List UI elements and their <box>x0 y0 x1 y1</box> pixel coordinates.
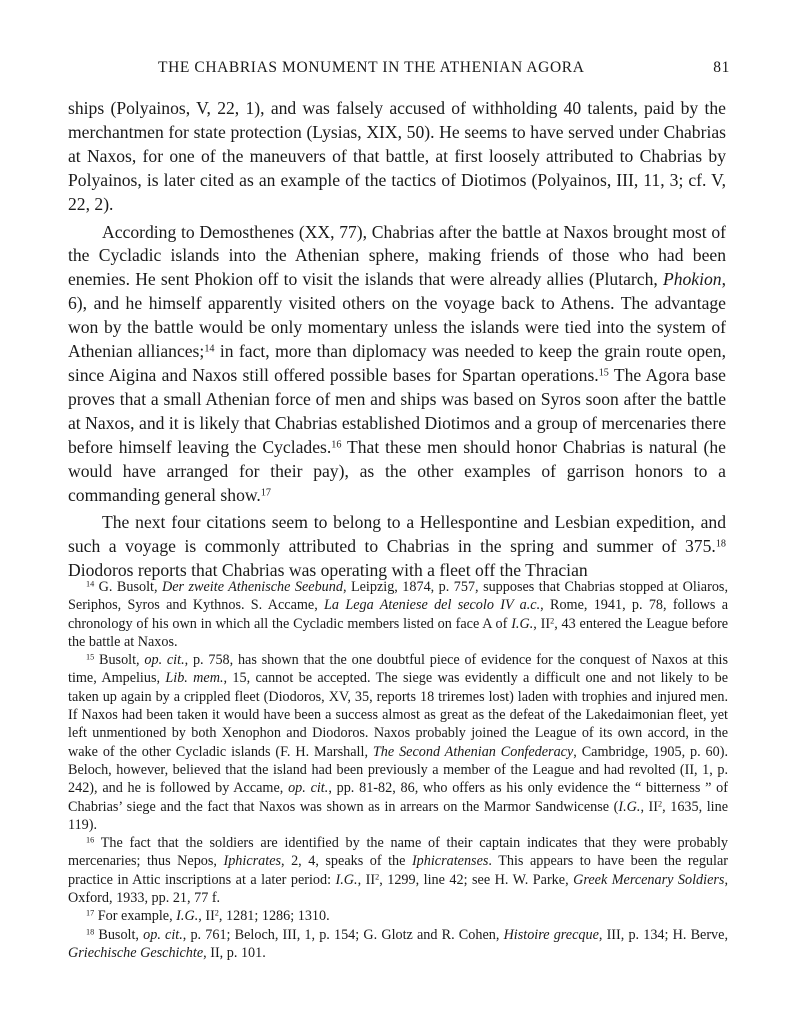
italic-abbrev: op. cit. <box>143 926 183 943</box>
text-run: G. Busolt, <box>94 579 162 595</box>
text-run: , Cambridge, 1905, p. 60). Beloch, however, believed that the island had been previously a member of the League and had revolted (II, 1, p. 242), and he is followed by Accame, <box>68 743 728 797</box>
footnote-number: 15 <box>86 652 95 662</box>
text-run: The Agora base proves that a small Athenian force of men and ships was based on Syros soon after the battle at Naxos, and it is likely that Chabrias established Diotimos and a group of mercenaries there before himself leaving the Cyclades. <box>68 364 726 457</box>
text-run: in fact, more than diplomacy was needed to keep the grain route open, since Aigina and Naxos still offered possible bases for Spartan operations. <box>68 341 726 385</box>
text-run: , 2, 4, speaks of the <box>281 853 412 870</box>
footnote-17 <box>68 907 728 925</box>
footnote-ref-16: 16 <box>331 439 342 451</box>
text-run: , p. 761; Beloch, III, 1, p. 154; G. Glotz and R. Cohen, <box>182 926 504 943</box>
text-run: , Rome, 1941, p. 78, follows a chronology of his own in which all the Cycladic members listed on face A of <box>68 597 729 632</box>
text-run: ships (Polyainos, V, 22, 1), and was falsely accused of withholding 40 talents, paid by the merchantmen for state protection (Lysias, XIX, 50). He seems to have served under Chabrias at Naxos, for one of the maneuvers of that battle, at first loosely attributed to Chabrias by Polyainos, is later cited as an example of the tactics of Diotimos (Polyainos, III, 11, 3; cf. V, 22, 2). <box>68 98 726 214</box>
italic-title: Iphicratenses <box>411 853 489 870</box>
paragraph-3 <box>68 511 726 583</box>
text-run: , pp. 81-82, 86, who offers as his only evidence the “ bitterness ” of Chabrias’ siege and the fact that Naxos was shown as in arrears on the Marmor Sandwicense ( <box>68 780 729 815</box>
italic-title: Griechische Geschichte <box>68 944 204 961</box>
text-run: , 1299, line 42; see H. W. Parke, <box>379 871 574 888</box>
superscript: 2 <box>375 872 380 882</box>
footnote-ref-14: 14 <box>204 343 215 355</box>
italic-title: La Lega Ateniese del secolo IV a.c. <box>324 597 541 614</box>
footnote-14 <box>68 578 728 651</box>
text-run: , III, p. 134; H. Berve, <box>598 926 728 943</box>
text-run: , II <box>533 615 551 632</box>
paragraph-2 <box>68 221 726 508</box>
paragraph-1 <box>68 97 726 217</box>
italic-abbrev: op. cit. <box>288 780 329 797</box>
page-header <box>68 59 733 81</box>
text-run: , II <box>640 798 659 815</box>
text-run: , II <box>357 871 376 888</box>
footnote-16 <box>68 834 728 907</box>
text-run: The next four citations seem to belong to a Hellespontine and Lesbian expedition, and such a voyage is commonly attributed to Chabrias in the spring and summer of 375. <box>68 512 726 557</box>
italic-abbrev: Lib. mem. <box>165 670 224 687</box>
italic-title: Iphicrates <box>223 853 282 870</box>
text-run: Busolt, <box>94 652 145 669</box>
text-run: For example, <box>94 908 177 925</box>
text-run: , 15, cannot be accepted. The siege was evidently a difficult one and not likely to be taken up again by a crippled fleet (Diodoros, XV, 35, reports 18 triremes lost) laden with trophies and injured men. If Naxos had been taken it would have been a success almost as great as the defeat of the Lakedaimonian fleet, yet left unmentioned by both Xenophon and Diodoros. Naxos probably joined the League of its own accord, in the wake of the other Cycladic islands (F. H. Marshall, <box>68 670 728 760</box>
text-run: Busolt, <box>94 926 144 943</box>
italic-abbrev: I.G. <box>618 798 641 815</box>
text-run: , 1635, line 119). <box>68 798 729 833</box>
footnotes <box>68 578 728 962</box>
text-run: According to Demosthenes (XX, 77), Chabrias after the battle at Naxos brought most of the Cycladic islands into the Athenian sphere, making friends of those who had been enemies. He sent Phokion off to visit the islands that were already allies (Plutarch, <box>68 221 726 290</box>
text-run: , II <box>198 908 215 925</box>
text-run: Diodoros reports that Chabrias was operating with a fleet off the Thracian <box>68 560 588 581</box>
italic-title: Phokion <box>662 269 722 290</box>
text-run: , p. 758, has shown that the one doubtful piece of evidence for the conquest of Naxos at this time, Ampelius, <box>68 652 728 687</box>
footnote-number: 17 <box>86 908 95 918</box>
footnote-ref-15: 15 <box>598 367 609 379</box>
text-run: , Oxford, 1933, pp. 21, 77 f. <box>68 871 728 907</box>
text-run: . This appears to have been the regular practice in Attic inscriptions at a later period: <box>68 853 728 888</box>
italic-title: Greek Mercenary Soldiers <box>573 871 725 888</box>
italic-title: Der zweite Athenische Seebund <box>162 579 343 595</box>
text-run: The fact that the soldiers are identified by the name of their captain indicates that they were probably mercenaries; thus Nepos, <box>68 835 728 870</box>
italic-abbrev: I.G. <box>335 871 358 888</box>
footnote-ref-18: 18 <box>715 538 726 550</box>
footnote-number: 14 <box>86 579 95 589</box>
italic-abbrev: I.G. <box>176 908 199 925</box>
italic-title: Histoire grecque <box>503 926 599 943</box>
text-run: , 6), and he himself apparently visited others on the voyage back to Athens. The advantage won by the battle would be only momentary unless the islands were tied into the system of Athenian alliances; <box>68 269 726 362</box>
italic-abbrev: I.G. <box>511 615 534 632</box>
italic-title: The Second Athenian Confederacy <box>372 743 574 760</box>
footnote-number: 18 <box>86 927 95 937</box>
superscript: 2 <box>550 616 555 626</box>
footnote-15 <box>68 651 728 834</box>
text-run: , II, p. 101. <box>203 944 266 961</box>
footnote-ref-17: 17 <box>260 486 272 498</box>
superscript: 2 <box>658 799 663 809</box>
superscript: 2 <box>214 908 219 918</box>
body-text <box>68 97 726 583</box>
text-run: , 43 entered the League before the battle at Naxos. <box>68 615 728 650</box>
footnote-number: 16 <box>86 835 95 845</box>
text-run: , 1281; 1286; 1310. <box>218 908 330 925</box>
italic-abbrev: op. cit. <box>144 652 185 669</box>
text-run: , Leipzig, 1874, p. 757, supposes that Chabrias stopped at Oliaros, Seriphos, Syros and Kythnos. S. Accame, <box>68 579 728 614</box>
running-head: THE CHABRIAS MONUMENT IN THE ATHENIAN AGORA <box>158 59 585 76</box>
footnote-18 <box>68 926 728 963</box>
page-number: 81 <box>713 59 730 76</box>
text-run: That these men should honor Chabrias is natural (he would have arranged for their pay), as the other examples of garrison honors to a commanding general show. <box>68 436 726 505</box>
